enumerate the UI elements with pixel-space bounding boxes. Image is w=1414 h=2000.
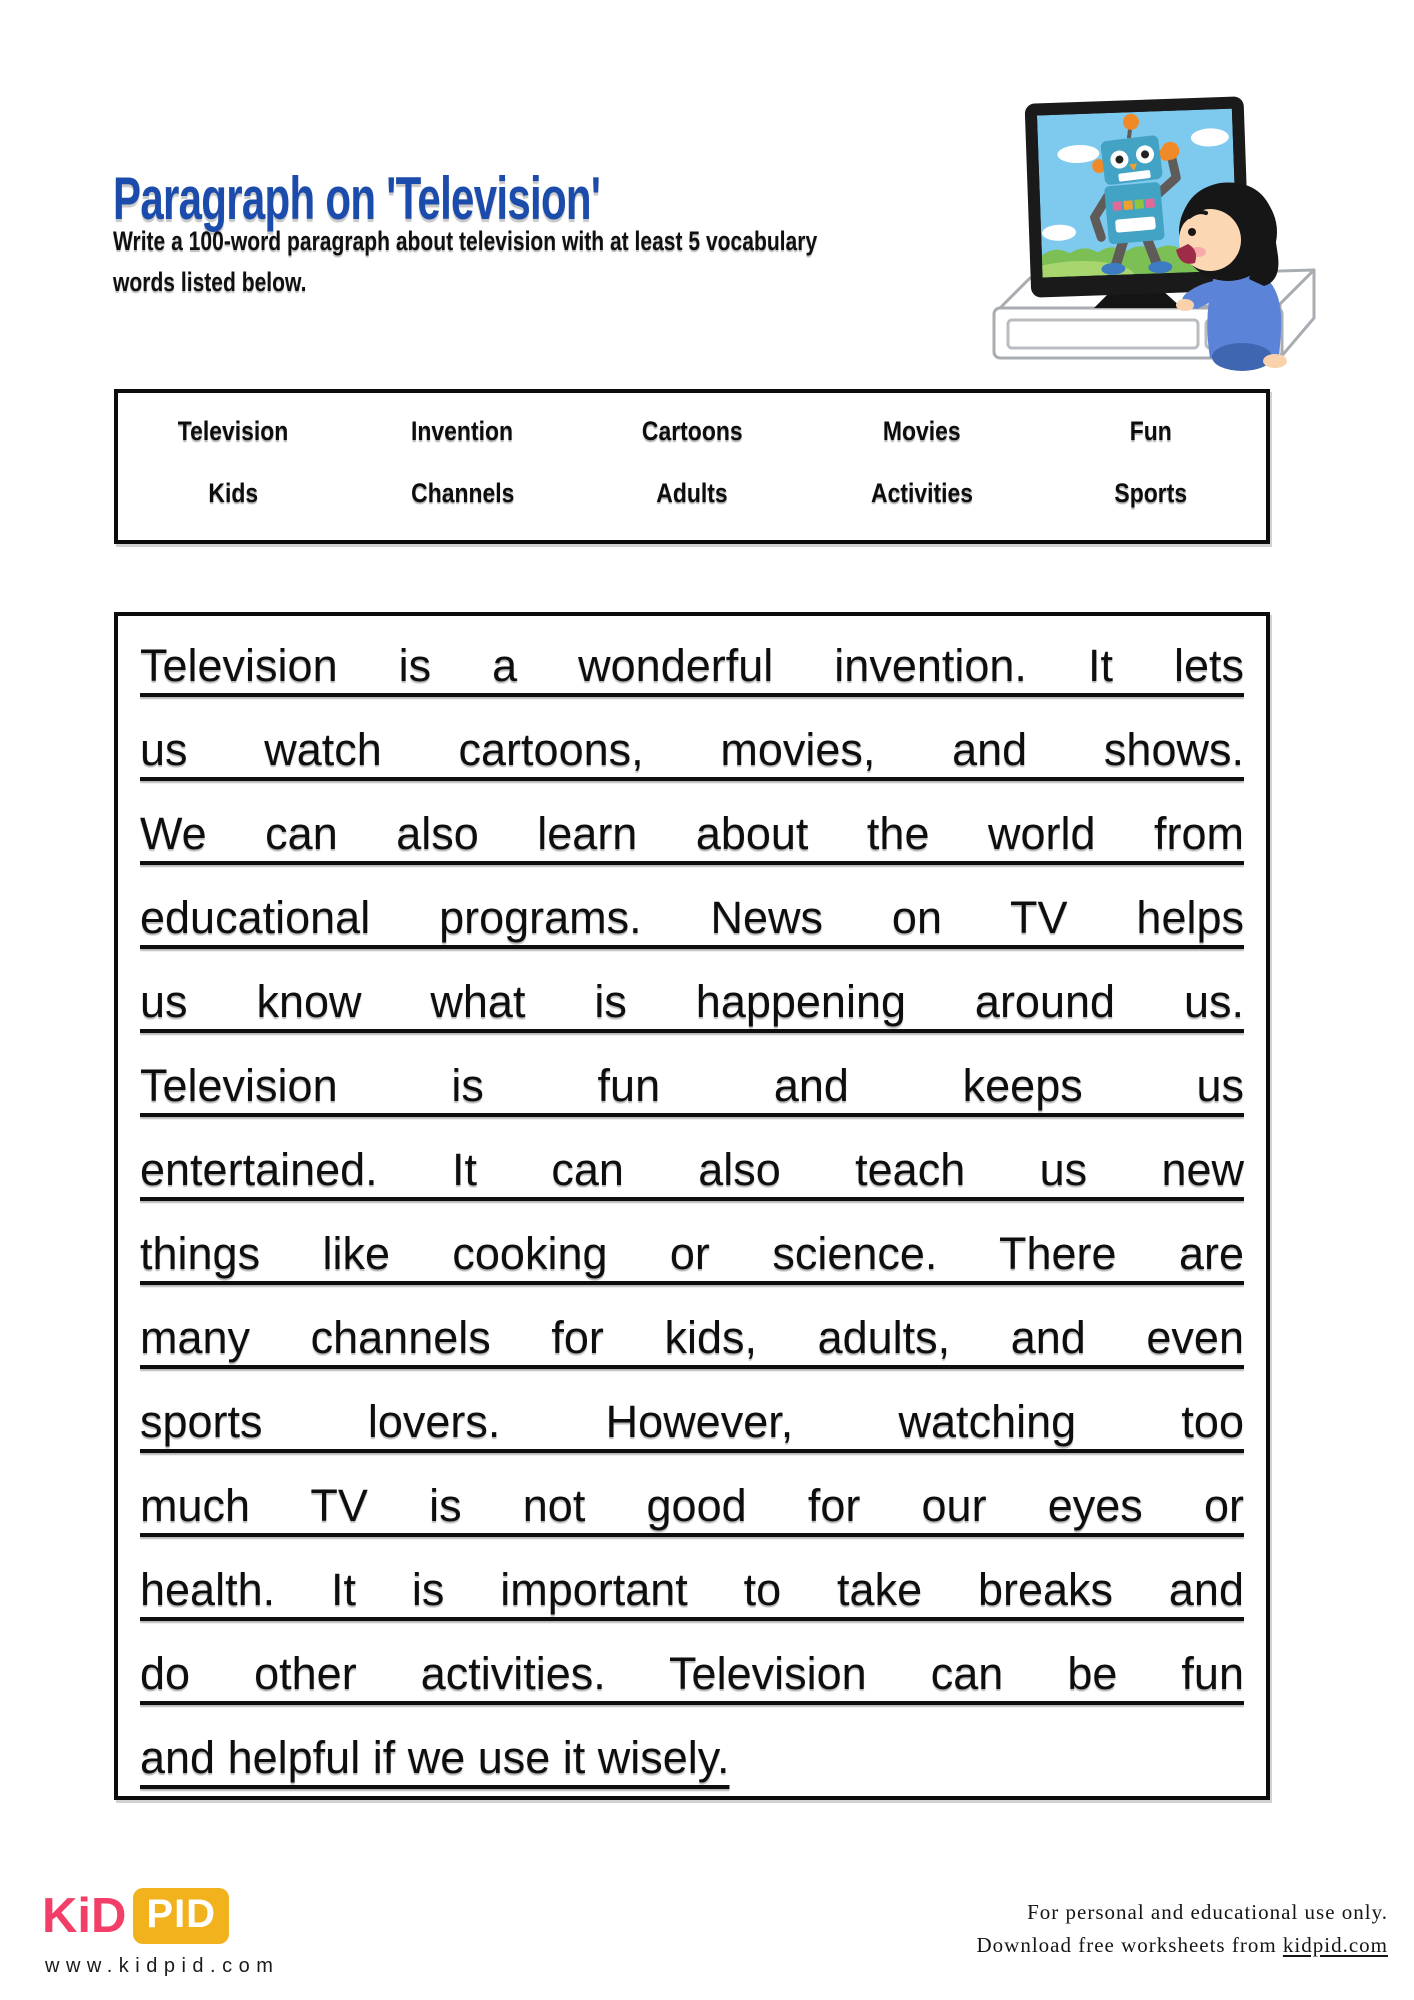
paragraph-line: much TV is not good for our eyes or — [140, 1480, 1244, 1531]
paragraph-line: do other activities. Television can be fun — [140, 1648, 1244, 1699]
paragraph-line: Television is a wonderful invention. It lets — [140, 640, 1244, 691]
kidpid-logo — [42, 1888, 229, 1944]
paragraph-line: many channels for kids, adults, and even — [140, 1312, 1244, 1363]
paragraph-line: entertained. It can also teach us new — [140, 1144, 1244, 1195]
logo-kid-text: KiD — [42, 1889, 127, 1943]
vocab-word: Channels — [410, 477, 515, 508]
instructions-text: Write a 100-word paragraph about television with at least 5 vocabulary words listed below. — [113, 226, 818, 297]
kidpid-link[interactable]: kidpid.com — [1282, 1933, 1388, 1957]
tv-watching-illustration — [982, 80, 1367, 372]
paragraph-line: us know what is happening around us. — [140, 976, 1244, 1027]
paragraph-line: sports lovers. However, watching too — [140, 1396, 1244, 1447]
vocab-word: Activities — [870, 477, 973, 508]
paragraph-line: us watch cartoons, movies, and shows. — [140, 724, 1244, 775]
usage-note-line1: For personal and educational use only. — [1027, 1900, 1388, 1924]
paragraph-line: Television is fun and keeps us — [140, 1060, 1244, 1111]
usage-note-line2-prefix: Download free worksheets from — [976, 1933, 1283, 1957]
vocab-word: Sports — [1114, 477, 1188, 508]
vocab-word: Fun — [1130, 416, 1173, 447]
paragraph-line: and helpful if we use it wisely. — [140, 1732, 730, 1783]
usage-note — [977, 1896, 1389, 1962]
vocab-word: Television — [177, 416, 289, 447]
website-url: www.kidpid.com — [45, 1955, 280, 1977]
paragraph-answer-box — [114, 612, 1270, 1800]
vocab-word: Invention — [411, 416, 514, 447]
logo-pid-badge: PID — [133, 1888, 229, 1944]
vocab-word: Adults — [656, 477, 728, 508]
page-title: Paragraph on 'Television' — [113, 165, 601, 233]
vocab-word: Movies — [882, 416, 961, 447]
vocab-word: Cartoons — [641, 416, 743, 447]
vocabulary-box — [114, 389, 1270, 544]
paragraph-line: health. It is important to take breaks and — [140, 1564, 1244, 1615]
paragraph-line: things like cooking or science. There are — [140, 1228, 1244, 1279]
tv-illustration-svg — [982, 80, 1367, 372]
vocab-word: Kids — [207, 477, 258, 508]
usage-note-line2 — [977, 1929, 1389, 1962]
paragraph-line: We can also learn about the world from — [140, 808, 1244, 859]
paragraph-line: educational programs. News on TV helps — [140, 892, 1244, 943]
